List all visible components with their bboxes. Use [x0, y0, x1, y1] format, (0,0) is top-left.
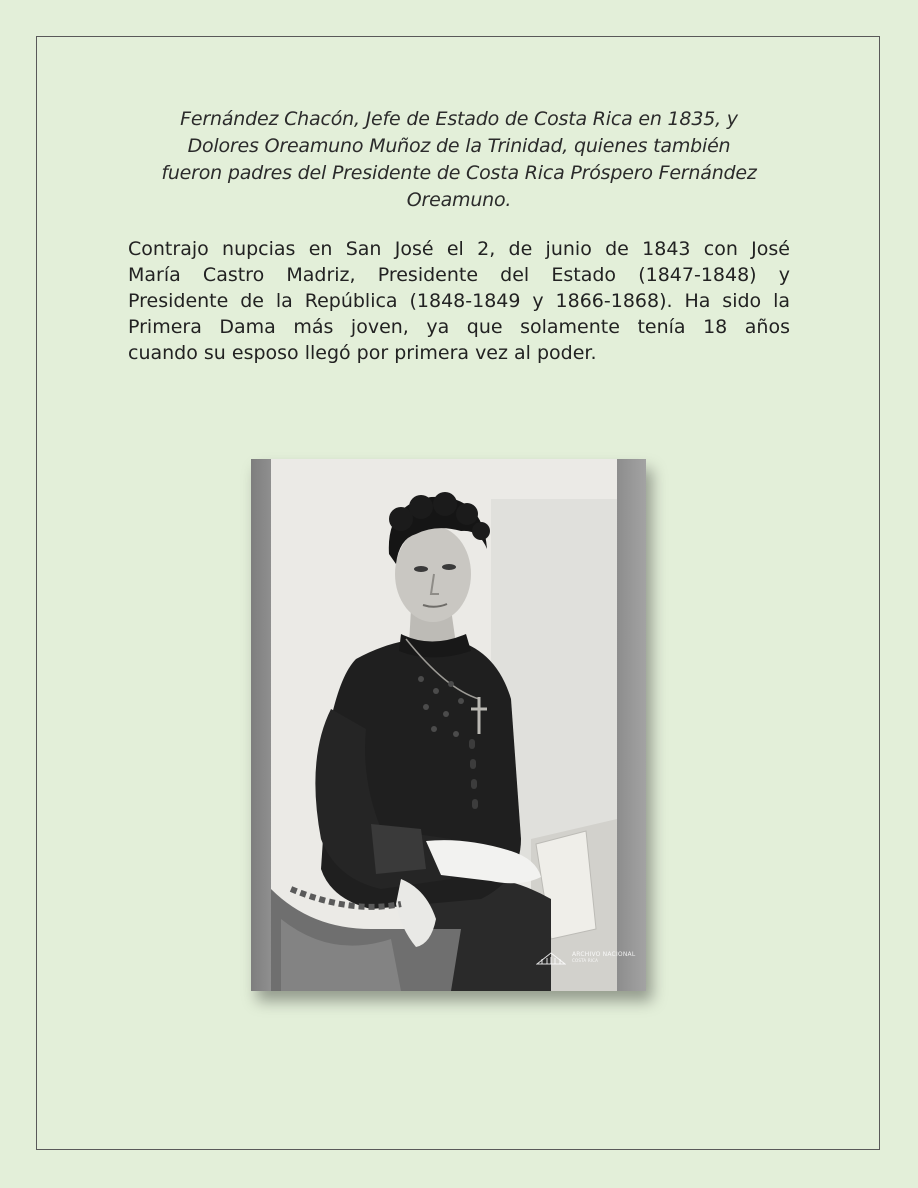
paragraph-line: Primera Dama más joven, ya que solamente tenía 18 años: [128, 316, 790, 338]
caption-line: Fernández Chacón, Jefe de Estado de Costa Rica en 1835, y: [180, 108, 738, 130]
photo-caption-intro: [128, 106, 790, 214]
caption-line: fueron padres del Presidente de Costa Rica Próspero Fernández: [161, 162, 757, 184]
paragraph-line: Contrajo nupcias en San José el 2, de junio de 1843 con José: [128, 238, 790, 260]
caption-line: Dolores Oreamuno Muñoz de la Trinidad, quienes también: [187, 135, 731, 157]
caption-line: Oreamuno.: [406, 189, 512, 211]
watermark-line: COSTA RICA: [572, 958, 599, 963]
portrait-photo: [251, 459, 646, 991]
archive-watermark: [536, 947, 646, 973]
archive-logo-icon: [536, 951, 566, 965]
watermark-line: ARCHIVO NACIONAL: [572, 951, 636, 958]
paragraph-line: María Castro Madriz, Presidente del Estado (1847-1848) y: [128, 264, 790, 286]
biography-paragraph: [128, 236, 790, 366]
paragraph-line: Presidente de la República (1848-1849 y 1866-1868). Ha sido la: [128, 290, 790, 312]
archive-watermark-text: [572, 951, 635, 964]
paragraph-line: cuando su esposo llegó por primera vez al poder.: [128, 342, 597, 364]
portrait-illustration: [251, 459, 646, 991]
